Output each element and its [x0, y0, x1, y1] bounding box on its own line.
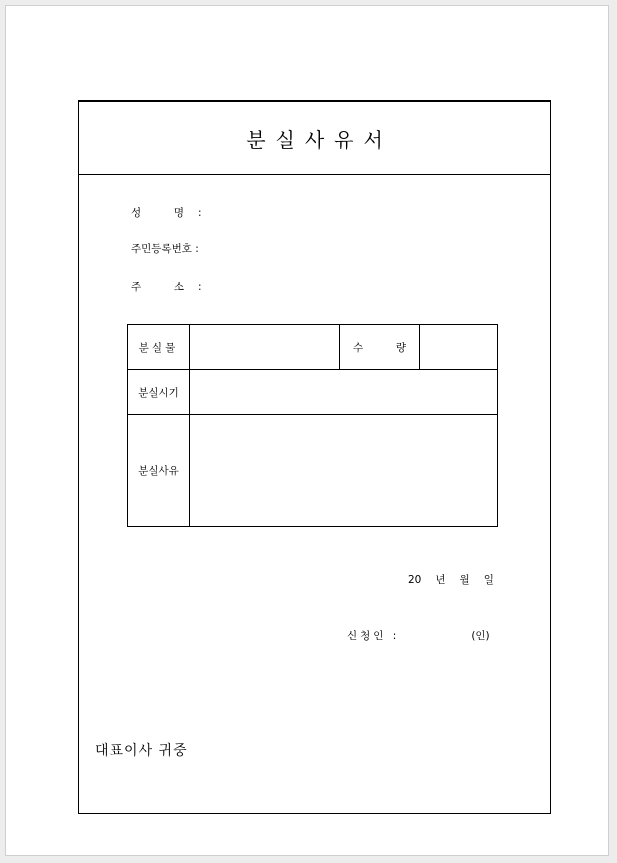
document-title: 분실사유서 — [246, 127, 393, 152]
rrn-colon: : — [195, 243, 199, 255]
address-colon: : — [198, 281, 202, 293]
name-field — [131, 205, 202, 220]
document-page — [5, 5, 609, 856]
applicant-label: 신청인 : — [347, 630, 400, 642]
address-label-a: 주 — [131, 281, 142, 293]
quantity-value-cell[interactable] — [420, 325, 498, 370]
lost-time-value-cell[interactable] — [190, 370, 498, 415]
table-row — [128, 370, 498, 415]
seal-mark: (인) — [471, 630, 490, 642]
year-label: 년 — [435, 574, 446, 586]
loss-info-table — [127, 324, 498, 527]
address-field — [131, 279, 202, 294]
addressee: 대표이사 귀중 — [95, 743, 188, 759]
day-label: 일 — [483, 574, 494, 586]
lost-item-value-cell[interactable] — [190, 325, 340, 370]
lost-reason-label: 분실사유 — [138, 465, 179, 477]
date-line — [408, 572, 508, 587]
lost-item-label: 분실물 — [138, 341, 179, 354]
rrn-field — [131, 241, 199, 256]
applicant-line — [347, 628, 490, 643]
name-colon: : — [198, 207, 202, 219]
month-label: 월 — [459, 574, 470, 586]
address-label-b: 소 — [173, 281, 184, 293]
name-label-b: 명 — [173, 207, 184, 219]
table-row — [128, 325, 498, 370]
title-band — [79, 101, 550, 175]
form-frame — [78, 100, 551, 814]
lost-time-label: 분실시기 — [138, 386, 179, 399]
name-label-a: 성 — [131, 207, 142, 219]
lost-reason-value-cell[interactable] — [190, 415, 498, 527]
rrn-label: 주민등록번호 — [131, 243, 192, 255]
year-prefix: 20 — [408, 574, 422, 586]
quantity-label-a: 수 — [353, 341, 364, 354]
quantity-label-b: 량 — [395, 341, 406, 354]
table-row — [128, 415, 498, 527]
